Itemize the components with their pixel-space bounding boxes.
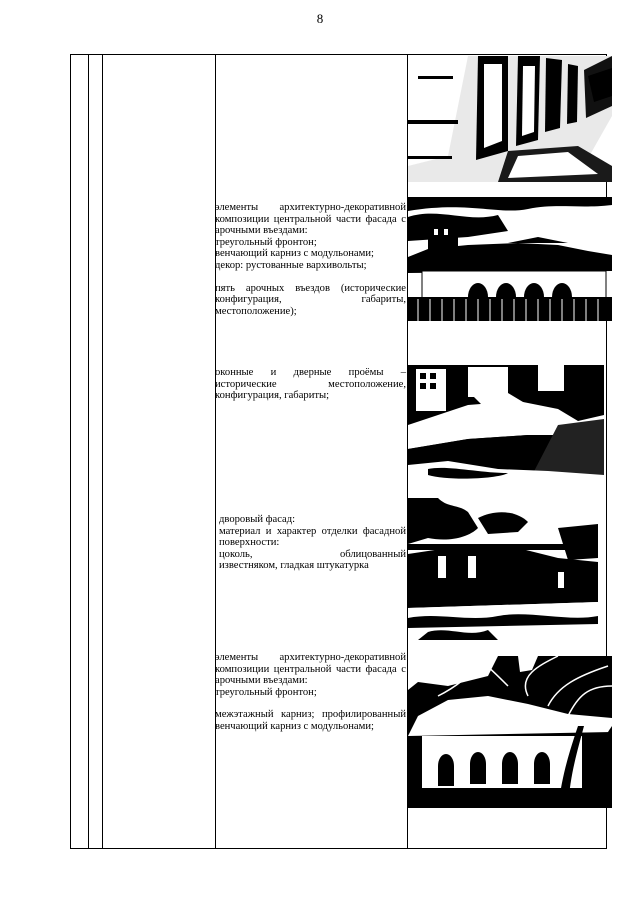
facade-photo <box>408 56 612 182</box>
description-line: элементы архитектурно-декоративной <box>215 652 406 663</box>
description-line: венчающий карниз с модульонами; <box>215 248 374 260</box>
description-line: треугольный фронтон; <box>215 236 317 248</box>
facade-trees-photo <box>408 656 612 808</box>
street-view-photo <box>408 365 604 483</box>
description-line: арочными въездами: <box>215 675 308 687</box>
description-line: венчающий карниз с модульонами; <box>215 720 374 732</box>
description-block <box>215 652 406 733</box>
column-divider <box>88 55 89 848</box>
description-line: оконные и дверные проёмы – <box>215 367 406 378</box>
page-number: 8 <box>316 11 324 26</box>
column-divider <box>102 55 103 848</box>
description-line: арочными въездами: <box>215 225 308 237</box>
building-pediment-photo <box>408 197 612 321</box>
description-line: поверхности: <box>219 537 280 549</box>
description-line: местоположение); <box>215 305 297 317</box>
description-line: конфигурация, габариты; <box>215 390 330 402</box>
description-line: известняком, гладкая штукатурка <box>219 560 369 572</box>
description-line: дворовый фасад: <box>219 514 296 525</box>
description-block <box>215 202 406 317</box>
description-line: межэтажный карниз; профилированный <box>215 709 406 721</box>
description-line: материал и характер отделки фасадной <box>219 525 406 537</box>
description-block <box>215 367 406 402</box>
description-line: композиции центральной части фасада с <box>215 213 406 225</box>
description-line: композиции центральной части фасада с <box>215 663 406 675</box>
description-block <box>219 514 406 572</box>
description-line: треугольный фронтон; <box>215 686 317 698</box>
description-line: исторические местоположение, <box>215 378 406 390</box>
description-line: элементы архитектурно-декоративной <box>215 202 406 213</box>
description-line: цоколь, облицованный <box>219 548 406 560</box>
description-line: декор: рустованные вархивольты; <box>215 259 367 271</box>
description-line: пять арочных въездов (исторические <box>215 282 406 294</box>
description-line: конфигурация, габариты, <box>215 294 406 306</box>
courtyard-facade-photo <box>408 498 598 640</box>
